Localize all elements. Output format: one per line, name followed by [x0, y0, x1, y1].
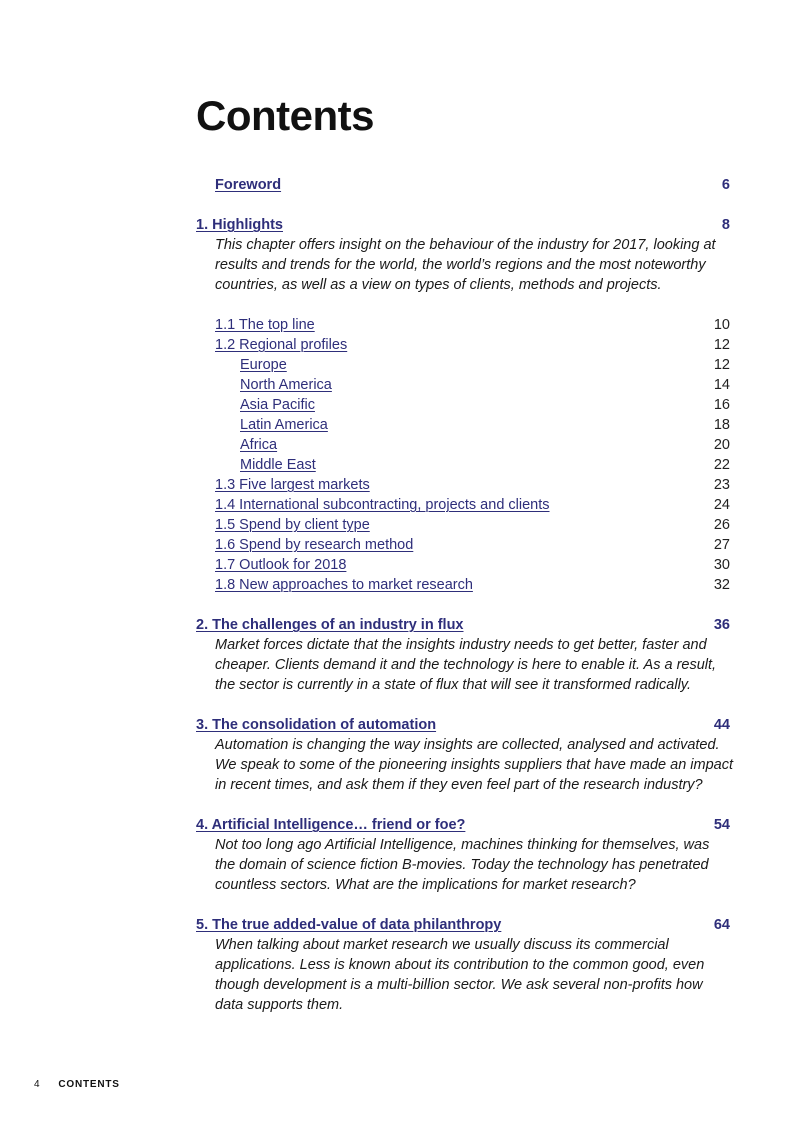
toc-entry[interactable] [196, 435, 730, 455]
toc-entry-page: 6 [721, 177, 730, 193]
toc-chapter-3[interactable] [196, 715, 730, 735]
description-line: though development is a multi-billion sector. We ask several non-profits how [215, 977, 703, 993]
chapter-title[interactable]: 1. Highlights [196, 217, 283, 233]
toc-entry-foreword[interactable] [196, 175, 730, 195]
description-line: applications. Less is known about its contribution to the common good, even [215, 957, 705, 973]
toc-entry-label[interactable]: 1.6 Spend by research method [215, 537, 414, 553]
toc-entry-page: 10 [713, 317, 730, 333]
chapter-page: 36 [713, 617, 730, 633]
toc-chapter-1[interactable] [196, 215, 730, 235]
toc-entry-label[interactable]: 1.7 Outlook for 2018 [215, 557, 347, 573]
toc-entry-page: 23 [713, 477, 730, 493]
chapter-description [196, 635, 730, 695]
toc-entry-page: 24 [713, 497, 730, 513]
toc-entry-page: 16 [713, 397, 730, 413]
toc-entry[interactable] [196, 375, 730, 395]
toc-entry[interactable] [196, 395, 730, 415]
toc-entry-page: 26 [713, 517, 730, 533]
chapter-description [196, 935, 730, 1015]
toc-chapter-2[interactable] [196, 615, 730, 635]
toc-entry[interactable] [196, 475, 730, 495]
toc-entry-label[interactable]: Middle East [240, 457, 316, 473]
toc-entry-label[interactable]: 1.1 The top line [215, 317, 315, 333]
description-line: in recent times, and ask them if they even feel part of the research industry? [215, 777, 703, 793]
chapter-title[interactable]: 5. The true added-value of data philanthropy [196, 917, 502, 933]
chapter-page: 54 [713, 817, 730, 833]
chapter-title[interactable]: 3. The consolidation of automation [196, 717, 437, 733]
toc-entry-label[interactable]: Europe [240, 357, 287, 373]
chapter-title[interactable]: 4. Artificial Intelligence… friend or foe? [196, 817, 466, 833]
toc-chapter-5[interactable] [196, 915, 730, 935]
description-line: the sector is currently in a state of flux that will see it transformed radically. [215, 677, 692, 693]
toc-entry[interactable] [196, 335, 730, 355]
description-line: Not too long ago Artificial Intelligence, machines thinking for themselves, was [215, 837, 710, 853]
page-footer [34, 1079, 120, 1090]
toc-chapter-4[interactable] [196, 815, 730, 835]
description-line: When talking about market research we usually discuss its commercial [215, 937, 669, 953]
page-title: Contents [196, 92, 374, 139]
toc-entry-label[interactable]: Latin America [240, 417, 328, 433]
toc-entry[interactable] [196, 495, 730, 515]
toc-entry-label[interactable]: 1.5 Spend by client type [215, 517, 370, 533]
description-line: cheaper. Clients demand it and the technology is here to enable it. As a result, [215, 657, 717, 673]
description-line: data supports them. [215, 997, 344, 1013]
description-line: countless sectors. What are the implications for market research? [215, 877, 636, 893]
description-line: Market forces dictate that the insights industry needs to get better, faster and [215, 637, 707, 653]
toc-entry-label[interactable]: 1.3 Five largest markets [215, 477, 370, 493]
chapter-page: 64 [713, 917, 730, 933]
description-line: results and trends for the world, the world’s regions and the most noteworthy [215, 257, 706, 273]
toc-entry-page: 30 [713, 557, 730, 573]
toc-entry-label[interactable]: North America [240, 377, 332, 393]
toc-entry-label[interactable]: Africa [240, 437, 278, 453]
toc-entry[interactable] [196, 535, 730, 555]
toc-entry[interactable] [196, 455, 730, 475]
toc-entry-page: 12 [713, 337, 730, 353]
description-line: the domain of science fiction B-movies. Today the technology has penetrated [215, 857, 709, 873]
chapter-page: 8 [721, 217, 730, 233]
toc-entry-page: 14 [713, 377, 730, 393]
toc-entry[interactable] [196, 315, 730, 335]
description-line: Automation is changing the way insights are collected, analysed and activated. [215, 737, 720, 753]
chapter-description [196, 835, 730, 895]
chapter-description [196, 235, 730, 295]
footer-section-label: CONTENTS [58, 1079, 120, 1090]
description-line: We speak to some of the pioneering insights suppliers that have made an impact [215, 757, 733, 773]
toc-entry[interactable] [196, 415, 730, 435]
toc-entry-label[interactable]: 1.8 New approaches to market research [215, 577, 473, 593]
description-line: This chapter offers insight on the behaviour of the industry for 2017, looking at [215, 237, 716, 253]
description-line: countries, as well as a view on types of clients, methods and projects. [215, 277, 662, 293]
toc-entry-page: 22 [713, 457, 730, 473]
toc-entry-label[interactable]: Foreword [215, 177, 282, 193]
toc-entry-page: 12 [713, 357, 730, 373]
toc-entry[interactable] [196, 515, 730, 535]
toc-entry-page: 18 [713, 417, 730, 433]
toc-entry-page: 27 [713, 537, 730, 553]
toc-entry-label[interactable]: 1.2 Regional profiles [215, 337, 348, 353]
page-number: 4 [34, 1079, 40, 1090]
chapter-title[interactable]: 2. The challenges of an industry in flux [196, 617, 464, 633]
toc-entry-label[interactable]: 1.4 International subcontracting, projects and clients [215, 497, 550, 513]
toc-entry-label[interactable]: Asia Pacific [240, 397, 315, 413]
toc-entry[interactable] [196, 555, 730, 575]
chapter-description [196, 735, 733, 795]
table-of-contents [196, 175, 733, 1015]
toc-entry[interactable] [196, 355, 730, 375]
chapter-page: 44 [713, 717, 730, 733]
toc-entry[interactable] [196, 575, 730, 595]
toc-entry-page: 32 [713, 577, 730, 593]
toc-entry-page: 20 [713, 437, 730, 453]
